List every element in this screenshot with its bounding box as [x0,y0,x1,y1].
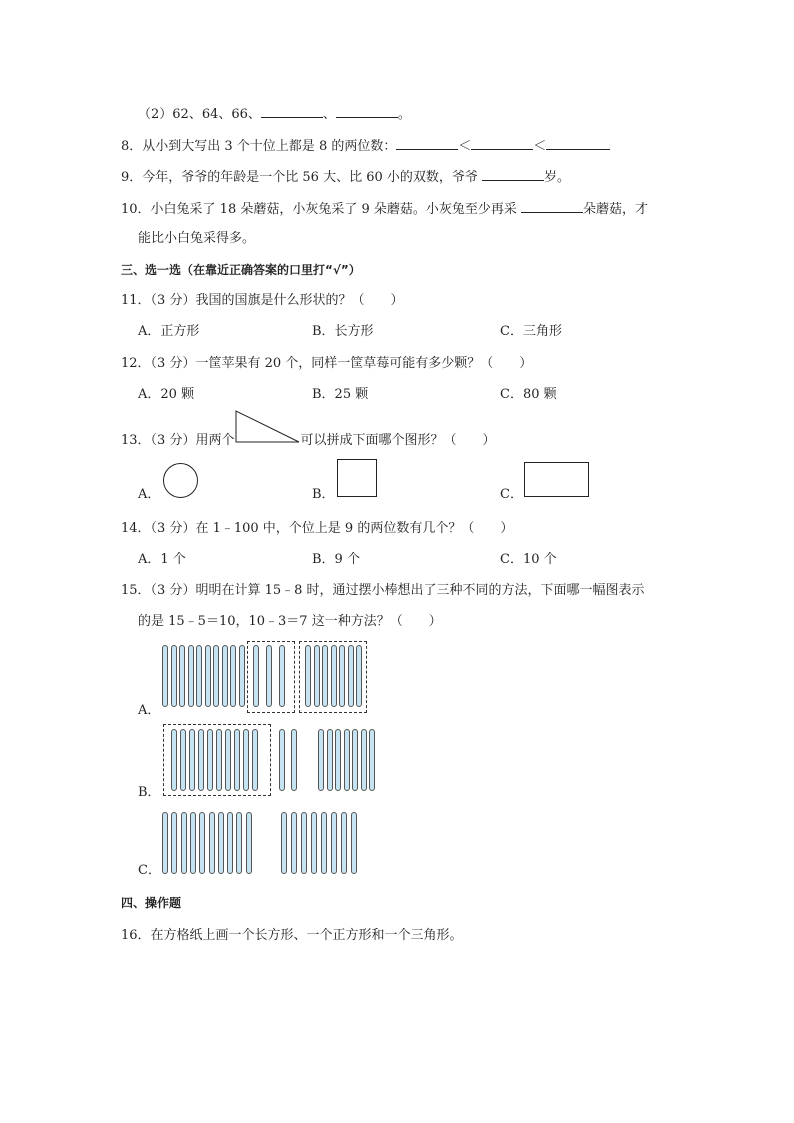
sticks-a-stick [196,645,202,707]
sticks-c-stick [301,812,307,874]
sticks-c-stick [162,812,168,874]
q14-text: 14．（3 分）在 1﹣100 中，个位上是 9 的两位数有几个？（ ） [121,521,514,536]
q11-option-b[interactable]: B．长方形 [312,324,374,339]
sticks-c-stick [311,812,317,874]
q15-line-2: 的是 15﹣5＝10，10﹣3＝7 这一种方法？（ ） [138,614,442,629]
q10-text: 10．小白兔采了 18 朵蘑菇，小灰兔采了 9 朵蘑菇。小灰兔至少再采 [121,202,517,217]
sticks-c-stick [190,812,196,874]
q10-blank[interactable] [521,199,583,213]
q8-blank-3[interactable] [546,136,610,150]
q13-line [121,432,495,450]
sticks-c-stick [341,812,347,874]
sticks-b-stick [327,729,333,791]
section-3-heading: 三、选一选（在靠近正确答案的口里打“√”） [121,263,361,277]
sticks-c-stick [236,812,242,874]
circle-shape [162,462,200,500]
q8-text: 8．从小到大写出 3 个十位上都是 8 的两位数： [121,139,397,154]
sticks-b-stick [318,729,324,791]
q12-text: 12．（3 分）一筐苹果有 20 个，同样一筐草莓可能有多少颗？（ ） [121,356,533,371]
sticks-c-stick [227,812,233,874]
q13-text-1: 13．（3 分）用两个 [121,433,235,448]
sticks-b-stick [369,729,375,791]
q12-option-a[interactable]: A．20 颗 [138,387,195,402]
q8-lt-1: ＜ [458,139,472,154]
sticks-a-stick [188,645,194,707]
q7-2-prefix: （2）62、64、66、 [138,107,261,122]
sticks-a-stick [239,645,245,707]
section-4-heading: 四、操作题 [121,896,182,910]
sticks-a-group-1-box [247,641,295,713]
sticks-c-stick [171,812,177,874]
q13-text-2: 可以拼成下面哪个图形？（ ） [300,433,496,448]
sticks-a-stick [171,645,177,707]
q13-option-b[interactable]: B． [312,487,335,502]
sticks-c-stick [199,812,205,874]
q8-line [121,136,610,156]
sticks-c-stick [281,812,287,874]
rectangle-shape [524,462,589,497]
sticks-b-stick [352,729,358,791]
q15-option-a[interactable]: A． [138,703,161,718]
q7-2-line [138,104,411,124]
sticks-b-stick [279,729,285,791]
q7-2-blank-1[interactable] [261,104,323,118]
sticks-c-stick [246,812,252,874]
q15-line-1: 15．（3 分）明明在计算 15﹣8 时，通过摆小棒想出了三种不同的方法，下面哪一幅图表示 [121,583,645,598]
sticks-c-stick [181,812,187,874]
q13-option-a[interactable]: A． [138,487,161,502]
q8-lt-2: ＜ [533,139,547,154]
sticks-c-stick [321,812,327,874]
q12-option-c[interactable]: C．80 颗 [500,387,557,402]
sticks-b-stick [335,729,341,791]
q7-2-blank-2[interactable] [336,104,398,118]
sticks-c-stick [209,812,215,874]
q14-option-b[interactable]: B．9 个 [312,552,360,567]
q11-option-c[interactable]: C．三角形 [500,324,562,339]
q12-option-b[interactable]: B．25 颗 [312,387,369,402]
q7-2-sep: 、 [322,107,336,122]
q10-line-1 [121,199,648,219]
q8-blank-2[interactable] [471,136,533,150]
q16-text: 16．在方格纸上画一个长方形、一个正方形和一个三角形。 [121,928,463,943]
q13-option-c[interactable]: C． [500,487,523,502]
q10-line-2: 能比小白兔采得多。 [138,231,256,246]
sticks-c-stick [291,812,297,874]
q10-after: 朵蘑菇，才 [583,202,649,217]
q15-option-c[interactable]: C． [138,863,161,878]
q9-blank[interactable] [482,167,544,181]
q14-option-c[interactable]: C．10 个 [500,552,557,567]
square-shape [337,459,377,497]
sticks-c-stick [218,812,224,874]
sticks-b-stick [291,729,297,791]
q9-line [121,167,570,187]
sticks-c-stick [331,812,337,874]
sticks-a-stick [222,645,228,707]
q9-text: 9．今年，爷爷的年龄是一个比 56 大、比 60 小的双数，爷爷 [121,170,478,185]
q11-text: 11．（3 分）我国的国旗是什么形状的？（ ） [121,293,404,308]
q9-unit: 岁。 [544,170,571,185]
right-triangle-icon [234,409,302,445]
sticks-b-group-box [163,724,271,796]
sticks-a-group-2-box [299,641,367,713]
q14-option-a[interactable]: A．1 个 [138,552,186,567]
sticks-c-stick [351,812,357,874]
sticks-a-stick [162,645,168,707]
q15-option-b[interactable]: B． [138,785,161,800]
sticks-b-stick [361,729,367,791]
sticks-a-stick [179,645,185,707]
sticks-a-stick [205,645,211,707]
q7-2-end: 。 [397,107,411,122]
sticks-a-stick [213,645,219,707]
sticks-a-stick [230,645,236,707]
q8-blank-1[interactable] [396,136,458,150]
sticks-b-stick [344,729,350,791]
q11-option-a[interactable]: A．正方形 [138,324,200,339]
